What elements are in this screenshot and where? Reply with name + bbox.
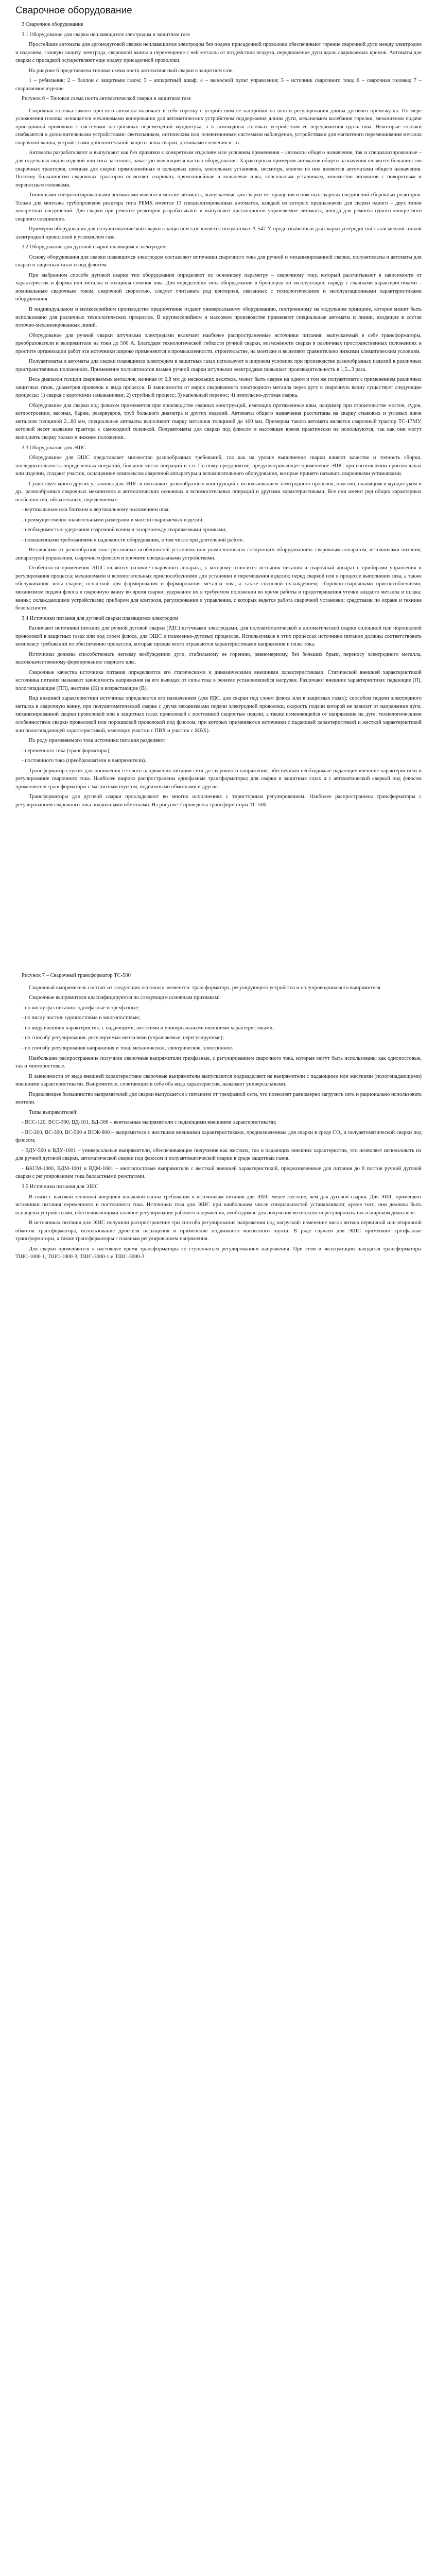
paragraph: Трансформатор служит для понижения сетевого напряжения питания сети до сварочного напряжения, обеспечивая необходимые падающие внешние характеристики и регулирование сварочного тока. Наиболее широко распространены однофазные трансформаторы; для сварки в защитных газах и с автоматической сваркой под флюсом применяются трансформаторы с магнитным шунтом, подвижными обмотками и другие. <box>15 768 422 790</box>
paragraph: При выбранном способе дуговой сварки тип оборудования определяют по основному параметру – сварочному току, который рассчитывают в зависимости от характеристик и формы или металла и толщины сечения шва. Для определения типа оборудования в брошюрах по эксплуатации, наряду с главными характеристиками – номинальным сварочным током, сварочной скоростью, следует учитывать род критериев, связанных с технологическими и эксплуатационными характеристиками оборудования. <box>15 272 422 302</box>
section-heading: 3.4 Источники питания для дуговой сварки плавящимся электродом <box>22 615 179 621</box>
list-item: - переменного тока (трансформаторы); <box>22 748 111 754</box>
page-title: Сварочное оборудование <box>15 5 132 16</box>
section-heading: 3.3 Оборудование для ЭШС <box>22 445 86 451</box>
paragraph: На рисунке 6 представлена типовая схема поста автоматической сварки в защитном газе. <box>29 67 234 74</box>
paragraph: Сварочные качества источника питания определяются его статическими и динамическими внешними характеристиками. Статической внешней характеристикой источника питания называют зависимость напряжения на его выводах от силы тока в режиме установившейся нагрузки. Различают внешние характеристики: падающие (П), пологопадающие (ПП), жесткие (Ж) и возрастающие (В). <box>15 669 422 691</box>
list-item: - постоянного тока (преобразователи и выпрямители). <box>22 758 146 764</box>
figure-image <box>15 813 422 968</box>
list-item: - по виду внешних характеристик: с падающими, жесткими и универсальными внешними характеристиками; <box>22 1025 274 1031</box>
figure-caption: Рисунок 6 – Типовая схема поста автоматической сварки в защитном газе <box>22 96 191 102</box>
list-item: - ВС-200, ВС-300, ВС-500 и ВСЖ-600 – выпрямители с жесткими внешними характеристиками, предназначенные для сварки в среде CO₂ и полуавтоматической сварки под флюсом; <box>15 1129 422 1144</box>
paragraph: Существует много других установок для ЭШС и неплавких разнообразных конструкций с использованием электродного проволок, пластин, плавящимся мундштуком и др., разнообразных сварочных механизмов и автоматических основных и вспомогательных операций и другими характеристиками. Все они имеют ряд общих характерных особенностей, обязательных, определяемых: <box>15 481 422 503</box>
paragraph: Оборудование для ручной сварки штучными электродами включает наиболее распространенные источники питания: выпускаемый в себе трансформаторы, преобразователи и выпрямители на токи до 500 А. Благодаря технологической гибкости ручной сварки, возможности сварки в различных пространственных положениях и простоте организации работ эти источники широко применяются в промышленности, строительстве, на монтаже и выделяют сравнительно низкими климатическим условиям. <box>15 332 422 354</box>
paragraph: Подавляющее большинство выпрямителей для сварки выпускается с питанием от трехфазной сети, что позволяет равномерно загрузить сеть и рационально использовать вентили. <box>15 1091 422 1106</box>
paragraph: Независимо от разнообразия конструктивных особенностей установок они укомплектованы следующим оборудованием: сварочным аппаратом, источниками питания, аппаратурой управления, сварочным флюсом и прочими специальными устройствами. <box>15 547 422 561</box>
section-heading: 3 Сварочное оборудование <box>22 22 83 27</box>
paragraph: Основу оборудования для сварки плавящимся электродом составляют источники сварочного тока для ручной и механизированной сварки, полуавтоматы и автоматы для сварки в защитных газах и под флюсом. <box>15 254 422 268</box>
list-item: - ВКСМ-1000, ВДМ-1001 и ВДМ-1601 – многопостовые выпрямители с жесткой внешней характеристикой, предназначенные для питания до 8 постов ручной дуговой сварки с регулированием тока балластными реостатами. <box>15 1165 422 1180</box>
paragraph: Особенности применения ЭШС являются наличие сварочного аппарата, к которому относится источник питания и сварочный аппарат с приборами управления и регулирования процесса; механизмами и вспомогательных приспособлениями для установки и перемещения изделия; перед сваркой или в процессе выполнения шва, а также обслуживания зоны сварки; оснасткой для формирования и формирования металла шва, а также сосновой охлаждением; сборочно-сварочными приспособлениями; механизмом подачи флюса в сварочную ванну во время сварки; удержание их в требуемом положении во время работы и предотвращения утечки жидкого металла и шлака; ванны; охлаждающими устройствами; прибором для контроля, регулирования и управления, с которых ведется работа сварочной установки; средствами по охране и технике безопасности. <box>15 565 422 612</box>
paragraph: Весь диапазон толщин свариваемых металлов, начиная от 0,8 мм до нескольких десятков, может быть сварен на одном и том же полуавтомате с применением различных защитных газов, диаметров проволок и вида процесса. В зависимости от марок свариваемого электродного металла через дугу в сварочную ванну существует следующие процессы: 1) сварка с короткими замыканиями; 2) струйный процесс; 3) капельный перенос; 4) импульсно-дуговая сварка. <box>15 377 422 399</box>
paragraph: В связи с высокой тепловой инерцией шлаковой ванны требования к источникам питания для ЭШС менее жесткие, чем для дуговой сварки. Для ЭШС применяют источники питания переменного и постоянного тока. Источники тока для ЭШС при наибольшем числе специальностей устанавливают, кроме того, они должны быть оснащены устройствами, обеспечивающими плавное регулирование рабочего напряжения, необходимое для получения возможности регулировать ток в широком диапазоне. <box>15 1194 422 1216</box>
paragraph: Различают источники питания для ручной дуговой сварки (РДС) штучными электродами, для полуавтоматической и автоматической сварки сплошной или порошковой проволокой в защитных газах или под слоем флюса, для ЭШС и плазменно-дуговых процессов. Используемые в этих процессах источники питания должны соответствовать комплексу требований по обеспечению процессов, которые прежде всего отражаются характеристиками напряжения и силы тока. <box>15 625 422 648</box>
list-item: - повышенными требованиями к надежности оборудования, в том числе при длительной работе. <box>22 537 244 543</box>
paragraph: Полуавтоматы и автоматы для сварки плавящимся электродом в защитных газах используют в широком условиях при производстве разнообразных изделий в различных пространственных положениях. Применение полуавтоматов взамен ручной сварки штучными электродами повышает производительность в 1,5...3 раза. <box>15 359 422 372</box>
list-item: - по числу фаз питания: однофазные и трехфазные; <box>22 1005 139 1011</box>
list-item: - преимущественно значительными размерами и массой свариваемых изделий; <box>22 517 204 523</box>
paragraph: В индивидуальном и мелкосерийном производстве предпочтение отдают универсальному оборудованию, построенному на модульном принципе, которое может быть использовано для различных технологических процессов. В крупносерийном и массовом производстве применяют специальные автоматы и линии, входящие в состав поточно-механизированных линий. <box>15 307 422 329</box>
list-item: - по способу регулирования напряжения и тока: механическое, электрическое, электронное. <box>22 1045 233 1051</box>
paragraph: Примером оборудования для полуавтоматической сварки в защитном газе является полуавтомат А-547 У, предназначенный для сварки углеродистой стали мелкой тонкой электродной проволокой в углекислом газе. <box>15 226 422 240</box>
paragraph: Сварочная головка самого простого автомата включает в себя горелку с устройством ее настройки на шов и регулирования длины дугового промежутка. По мере усложнения головка оснащается механизмами копирования для автоматических устройством поддержания длины дуги, механизмом колебания горелки, механизмом подачи присадочной проволоки с системами настроечных перемещений мундштука, а в самоходных головках устройством ее передвижения вдоль шва. Некоторые головки снабжаются и дополнительными устройствами: светильником, оптическим или телевизионным системами наблюдения, устройствами для магнитного перемешивания металла сварочной ванны, устройствами дополнительной защиты зоны сварки, датчиками слежения и т.п. <box>15 108 422 146</box>
paragraph: По роду применяемого тока источники питания разделяют: <box>29 738 166 744</box>
paragraph: Простейшие автоматы для аргонодуговой сварки неплавящимся электродом без подачи присадочной проволоки обеспечивают горение сварочной дуги между электродом и изделием, газовую защиту электрода, сварочной ванны и перемещение с ней металла от воздействия воздуха, передвижение дуги вдоль свариваемых кромок. Автоматы для сварки с присадкой осуществляют еще подачу присадочной проволоки. <box>15 42 422 64</box>
paragraph: Оборудование для ЭШС представляет множество разнообразных требований, так как на уровне выполнения сварки влияют качество и точность сборки, последовательность определенных операций, большое число операций и т.п. Поэтому предприятие, предусматривающее применение ЭШС при изготовлении произвольных или изделии, создают участок, оснащенное комплексом сварочной аппаратуры и вспомогательного оборудования, которые принято называть сварочными установками. <box>15 455 422 477</box>
section-heading: 3.1 Оборудование для сварки неплавящимся электродом в защитном газе <box>22 31 190 38</box>
paragraph: Источники должны способствовать легкому возбуждению дуги, стабильному ее горению, равномерному, без больших брызг, переносу электродного металла, высококачественному формированию сварного шва. <box>15 651 422 666</box>
paragraph: Автоматы разрабатывают и выпускают как без привязки к конкретным изделиям или условиям применения – автоматы общего назначения, так и специализированные – для отдельных видов изделий или типа заготовок, зачастую являющиеся частью оборудования. Характерным примером автоматов общего назначения являются большинство сварочных тракторов, сменная для сварки прямолинейных и кольцевых швов, консольных установок, несмотря, многие из них являются автоматами общего назначения. Поэтому большинство сварочных тракторов позволяет сваривать прямолинейные и кольцевые швы, консольным установкам, множество автоматов с поворотным и переносным головками. <box>15 150 422 188</box>
paragraph: Сварочный выпрямитель состоит из следующих основных элементов: трансформатора, регулирующего устройства и полупроводникового выпрямителя. <box>29 985 382 991</box>
paragraph: Вид внешней характеристики источника определяется его назначением (для РДС, для сварки под слоем флюса или в защитных газах); способом подачи электродного металла в сварочную ванну, при полуавтоматической сварке с двумя механизмами подачи электродной проволоки, скорость подачи которой не зависит от напряжения дуги, механизированной сварки проволокой или в защитных газах проволокой с постоянной скоростью подачи, а также изменяющейся от напряжения на дуге; технологическими особенностями сварки проволокой или порошковой проволокой под флюсом, при которых применяются источники с падающей характеристикой и жесткой характеристикой или пологопадающей характеристикой, имеющих участки с ПВХ и участок с ЖВХ). <box>15 696 422 734</box>
paragraph: Сварочные выпрямители классифицируются по следующим основным признакам: <box>29 995 220 1001</box>
list-item: - по числу постов: однопостовые и многопостовые; <box>22 1015 141 1021</box>
figure-caption: Рисунок 7 – Сварочный трансформатор ТС-500 <box>22 973 131 979</box>
section-heading: 3.5 Источники питания для ЭШС <box>22 1183 99 1190</box>
paragraph: В источниках питания для ЭШС получили распространение три способа регулирования напряжения под нагрузкой: изменение числа витков первичной или вторичной обмоток трансформатора, использование дросселя насыщения и применение подвижного магнитного шунта. В ряде случаев для ЭШС применяют трехфазные трансформаторы, а также трансформаторы с плавным регулированием напряжения. <box>15 1220 422 1242</box>
paragraph: 1 – рубильник; 2 – баллон с защитным газом; 3 – аппаратный шкаф; 4 – выносной пульт управления; 5 – источник сварочного тока; 6 – сварочная головка; 7 – свариваемое изделие <box>15 78 422 92</box>
paragraph: Оборудование для сварки под флюсом применяется при производстве сварных конструкций, имеющих протяженные швы, например при строительстве мостов, судов, котлостроении, вагонах, барже, резервуаров, труб большого диаметра и других изделий. Автоматы общего назначения рассчитаны на сварку стыковых и угловых швов металлов толщиной 2...80 мм, специальные автоматы выполняют сварку металлов толщиной до 400 мм. Примером такого автомата является сварочный трактор ТС-17МУ, который несет название трактора с самоходной тележкой. Полуавтоматы для сварки под флюсом в настоящее время практически не используются, так как они могут выполнять сварку только в нижнем положении. <box>15 402 422 440</box>
paragraph: Типичными специализированными автоматами являются многие автоматы, выпускаемые для сварки тел вращения и поясных сварных соединений сборочных реакторов. Только для монтажа трубопроводов реактора типа РБМК имеется 13 специализированных автоматов, каждый из которых предназначен для сварки одного – двух типов конкретных соединений. Для сварки при ремонте реакторов разрабатывают и выпускают дистанционно управляемые автоматы, иногда для ремонта одного конкретного сварного соединения. <box>15 192 422 222</box>
list-item: - вертикальным или близким к вертикальному положением шва; <box>22 507 170 513</box>
paragraph: Для сварки применяются в настоящее время трансформаторы со ступенчатым регулированием напряжения. При этом в эксплуатации находятся трансформаторы ТШС-1000-1, ТШС-1000-3, ТШС-3000-1 и ТШС-3000-3. <box>15 1246 422 1260</box>
list-item: - необходимостью удержания сварочной ванны в зазоре между свариваемыми кромками; <box>22 527 227 533</box>
list-item: - по способу регулирования: регулируемые вентилями (управляемые, нерегулируемые); <box>22 1035 224 1041</box>
document-body <box>15 21 422 1261</box>
list-item: - ВДУ-500 и ВДУ-1001 – универсальные выпрямители, обеспечивающие получение как жестких, так и падающих внешних характеристик, что позволяет использовать их для ручной дуговой сварки, автоматической сварки под флюсом и полуавтоматической сварки в среде защитных газов. <box>15 1147 422 1162</box>
paragraph: Наибольшее распространение получили сварочные выпрямители трехфазные, с регулированием сварочного тока, которые могут быть использованы как однопостовые, так и многопостовые. <box>15 1055 422 1070</box>
paragraph: Типы выпрямителей: <box>29 1109 78 1115</box>
list-item: - ВСС-120, ВСС-300, ВД-101, ВД-306 – вентильные выпрямители с падающими внешними характеристиками; <box>22 1120 276 1126</box>
section-heading: 3.2 Оборудование для дуговой сварки плавящимся электродом <box>22 244 166 250</box>
paragraph: В зависимости от вида внешней характеристики сварочные выпрямители выпускаются подразделяют на выпрямители с падающими или жесткими (пологопадающими) внешними характеристиками. Выпрямители, сочетающие в себе оба вида характеристик, называют универсальными. <box>15 1073 422 1088</box>
paragraph: Трансформаторы для дуговой сварки прокладывают во многих исполнениях с тиристорным регулированием. Наиболее распространены трансформаторы с регулированием сварочного тока подвижными обмотками. На рисунке 7 приведены трансформаторы ТС-500. <box>15 794 422 808</box>
